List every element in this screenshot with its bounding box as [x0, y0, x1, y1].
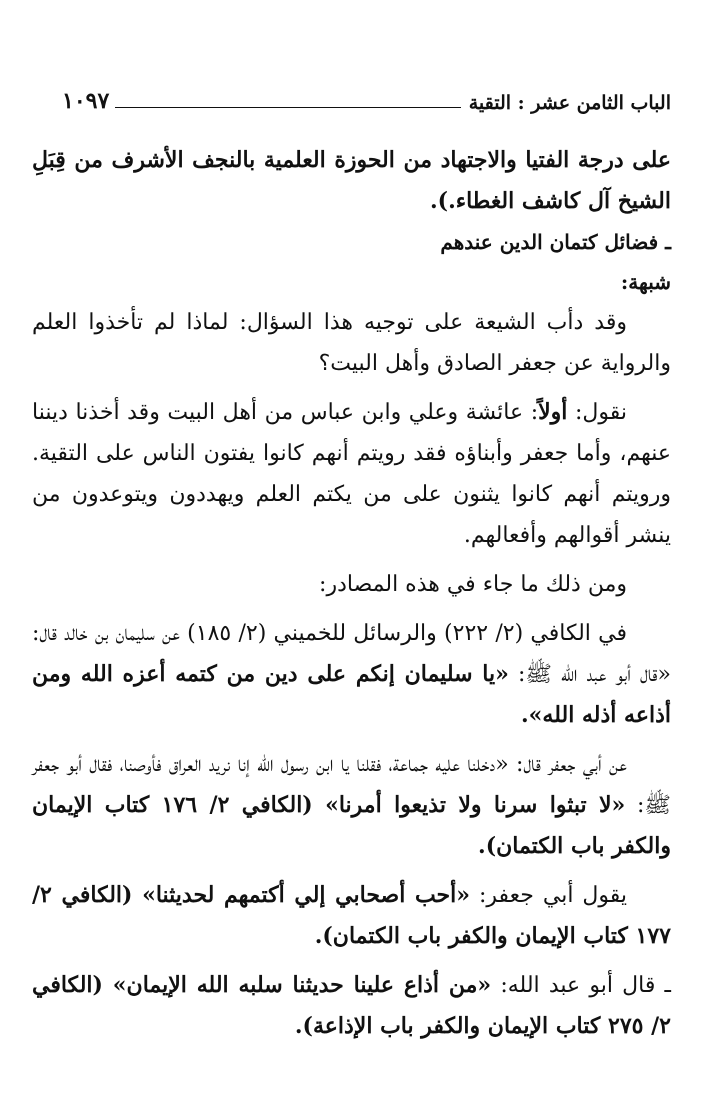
- quote-abu-jafar-bold: «لا تبثوا سرنا ولا تذيعوا أمرنا» (الكافي ٢/ ١٧٦ كتاب الإيمان والكفر باب الكتمان).: [32, 792, 671, 859]
- quote-abu-jafar-text: عن أبي جعفر قال: «دخلنا عليه جماعة، فقلنا يا ابن رسول الله إنا نريد العراق فأوصنا، فقال أبو جعفر ﷺ:: [32, 752, 671, 818]
- section-heading: ـ فضائل كتمان الدين عندهم: [440, 230, 671, 254]
- quote-disclosure-text: ـ قال أبو عبد الله:: [491, 973, 671, 998]
- quote-kafi-text: في الكافي (٢/ ٢٢٢) والرسائل للخميني (٢/ ١٨٥) عن سليمان بن خالد قال: «قال أبو عبد الله ﷺ:: [32, 621, 671, 687]
- header-rule: [115, 107, 460, 108]
- page-body: [32, 140, 671, 1047]
- paragraph-quote-abu-jafar: [32, 744, 671, 867]
- chapter-title: الباب الثامن عشر : التقية: [468, 92, 671, 114]
- paragraph-answer: [32, 392, 671, 556]
- paragraph-sources-intro: ومن ذلك ما جاء في هذه المصادر:: [319, 572, 627, 597]
- paragraph-quote-kafi: [32, 613, 671, 736]
- paragraph-quote-companions: [32, 875, 671, 957]
- paragraph-continuation: على درجة الفتيا والاجتهاد من الحوزة العلمية بالنجف الأشرف من قِبَلِ الشيخ آل كاشف الغطاء.).: [32, 147, 671, 214]
- quote-disclosure-bold: «من أذاع علينا حديثنا سلبه الله الإيمان» (الكافي ٢/ ٢٧٥ كتاب الإيمان والكفر باب الإذاعة).: [32, 972, 671, 1039]
- quote-companions-text: يقول أبي جعفر:: [470, 883, 628, 908]
- paragraph-quote-disclosure: [32, 965, 671, 1047]
- page-number: ١٠٩٧: [62, 88, 110, 114]
- answer-lead: نقول:: [567, 400, 627, 425]
- quote-kafi-bold: «يا سليمان إنكم على دين من كتمه أعزه الله ومن أذاعه أذله الله».: [32, 661, 671, 728]
- running-header: [62, 88, 671, 114]
- answer-first: أولاً: [538, 399, 568, 425]
- subheading: شبهة:: [620, 270, 671, 294]
- paragraph-question: وقد دأب الشيعة على توجيه هذا السؤال: لماذا لم تأخذوا العلم والرواية عن جعفر الصادق وأهل البيت؟: [32, 310, 671, 376]
- answer-rest: : عائشة وعلي وابن عباس من أهل البيت وقد أخذنا ديننا عنهم، وأما جعفر وأبناؤه فقد رويتم أنهم كانوا يفتون الناس على التقية. ورويتم أنهم كانوا يثنون على من يكتم العلم ويهددون ويتوعدون من ينشر أقوالهم وأفعالهم.: [32, 400, 671, 548]
- quote-companions-bold: «أحب أصحابي إلي أكتمهم لحديثنا» (الكافي ٢/ ١٧٧ كتاب الإيمان والكفر باب الكتمان).: [32, 882, 671, 949]
